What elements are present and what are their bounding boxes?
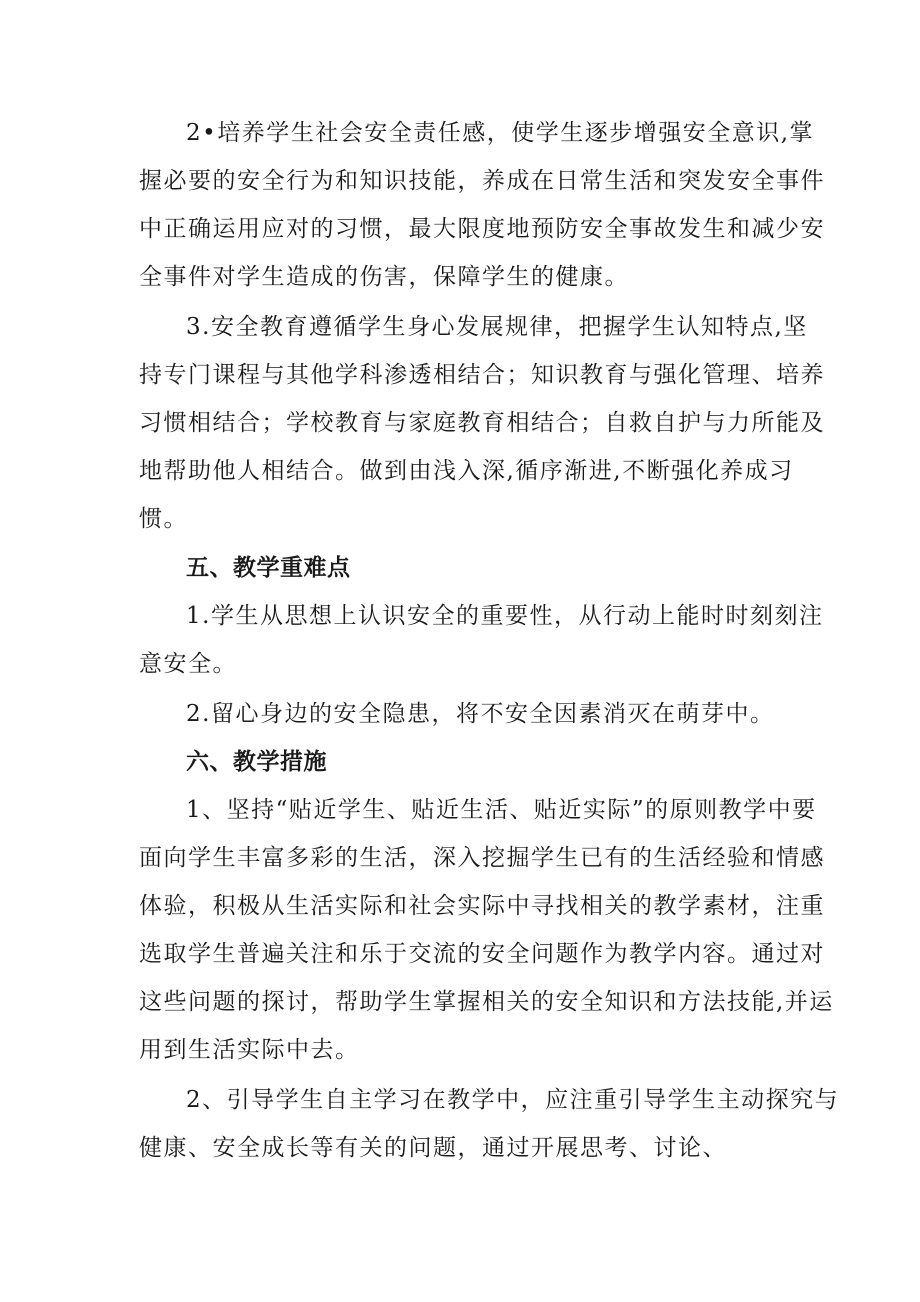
section-6-item-1-line-5: 这些问题的探讨，帮助学生掌握相关的安全知识和方法技能,并运 (139, 989, 834, 1015)
section-5-item-1-line-1: 1.学生从思想上认识安全的重要性，从行动上能时时刻刻注 (186, 603, 824, 629)
section-6-item-1-line-6: 用到生活实际中去。 (139, 1037, 360, 1063)
section-6-item-1-line-2: 面向学生丰富多彩的生活，深入挖掘学生已有的生活经验和情感 (139, 845, 825, 871)
section-6-item-2-line-2: 健康、安全成长等有关的问题，通过开展思考、讨论、 (139, 1135, 727, 1161)
section-5-item-2-line-1: 2.留心身边的安全隐患，将不安全因素消灭在萌芽中。 (186, 701, 775, 727)
para-2-line-4: 全事件对学生造成的伤害，保障学生的健康。 (139, 264, 629, 290)
para-3-line-2: 持专门课程与其他学科渗透相结合；知识教育与强化管理、培养 (139, 362, 825, 388)
para-3-line-1: 3.安全教育遵循学生身心发展规律，把握学生认知特点,坚 (186, 314, 808, 340)
para-3-line-5: 惯。 (139, 506, 188, 532)
section-6-item-1-line-1: 1、坚持“贴近学生、贴近生活、贴近实际”的原则教学中要 (186, 797, 817, 823)
section-6-item-1-line-3: 体验，积极从生活实际和社会实际中寻找相关的教学素材，注重 (139, 893, 825, 919)
section-6-item-1-line-4: 选取学生普遍关注和乐于交流的安全问题作为教学内容。通过对 (139, 941, 825, 967)
para-3-line-4: 地帮助他人相结合。做到由浅入深,循序渐进,不断强化养成习 (139, 458, 794, 484)
para-3-line-3: 习惯相结合；学校教育与家庭教育相结合；自救自护与力所能及 (139, 410, 825, 436)
section-5-item-1-line-2: 意安全。 (139, 651, 237, 677)
section-6-item-2-line-1: 2、引导学生自主学习在教学中，应注重引导学生主动探究与 (186, 1087, 840, 1113)
para-2-line-2: 握必要的安全行为和知识技能，养成在日常生活和突发安全事件 (139, 168, 825, 194)
section-6-heading: 六、教学措施 (186, 749, 327, 775)
para-2-line-1: 2•培养学生社会安全责任感，使学生逐步增强安全意识,掌 (186, 120, 815, 146)
para-2-line-3: 中正确运用应对的习惯，最大限度地预防安全事故发生和减少安 (139, 216, 825, 242)
section-5-heading: 五、教学重难点 (186, 555, 351, 581)
